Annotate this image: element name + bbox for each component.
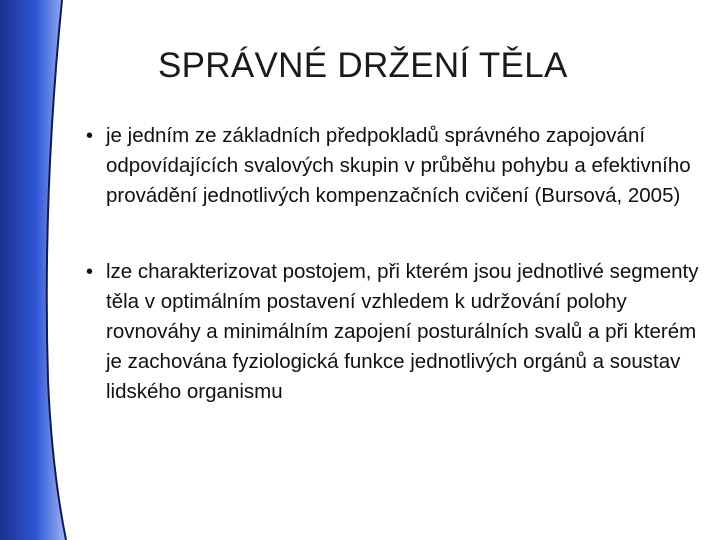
bullet-text: je jedním ze základních předpokladů správného zapojování odpovídajících svalových skupin v průběhu pohybu a efektivního provádění jednotlivých kompenzačních cvičení (Bursová, 2005) [106, 124, 691, 207]
bullet-marker-icon: • [86, 125, 94, 147]
bullet-list [86, 121, 712, 407]
bullet-marker-icon: • [86, 261, 94, 283]
bullet-text: lze charakterizovat postojem, při kterém jsou jednotlivé segmenty těla v optimálním postavení vzhledem k udržování polohy rovnováhy a minimálním zapojení posturálních svalů a při kterém je zachována fyziologická funkce jednotlivých orgánů a soustav lidského organismu [106, 260, 699, 403]
bullet-item [86, 121, 712, 211]
bullet-item [86, 257, 712, 407]
decorative-side-bar [0, 0, 80, 540]
slide-title: SPRÁVNÉ DRŽENÍ TĚLA [158, 46, 568, 85]
